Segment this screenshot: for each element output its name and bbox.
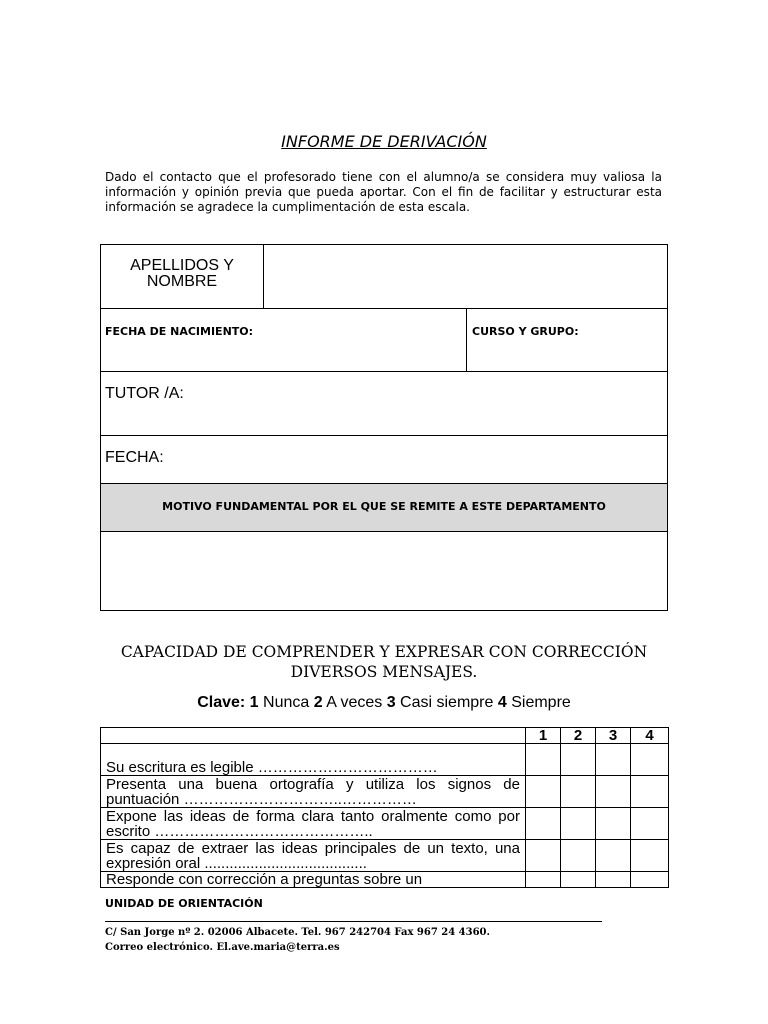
column-header-1: 1 <box>526 728 561 744</box>
apellidos-label-cell <box>100 244 264 309</box>
footer-unit: UNIDAD DE ORIENTACIÓN <box>105 897 263 910</box>
rating-cell-2[interactable] <box>561 776 596 808</box>
rating-cell-4[interactable] <box>631 872 669 888</box>
rating-cell-1[interactable] <box>526 776 561 808</box>
fecha-nacimiento-label: FECHA DE NACIMIENTO: <box>105 325 254 338</box>
table-row <box>101 872 669 888</box>
rating-cell-3[interactable] <box>596 744 631 776</box>
rating-cell-1[interactable] <box>526 872 561 888</box>
section-heading: CAPACIDAD DE COMPRENDER Y EXPRESAR CON CORRECCIÓN DIVERSOS MENSAJES. <box>120 643 648 681</box>
fecha-nacimiento-field[interactable] <box>100 308 467 372</box>
motivo-header <box>100 483 668 532</box>
rating-cell-1[interactable] <box>526 808 561 840</box>
scale-item: Su escritura es legible ……………………………… <box>101 744 526 776</box>
scale-item: Es capaz de extraer las ideas principales de un texto, una expresión oral ....................................... <box>101 840 526 872</box>
footer-address: C/ San Jorge nº 2. 02006 Albacete. Tel. 967 242704 Fax 967 24 4360. <box>105 927 490 938</box>
rating-cell-2[interactable] <box>561 872 596 888</box>
table-row <box>101 744 669 776</box>
rating-cell-3[interactable] <box>596 808 631 840</box>
rating-scale-table <box>100 727 669 888</box>
fecha-label: FECHA: <box>105 449 164 466</box>
apellidos-label: APELLIDOS Y NOMBRE <box>130 257 234 290</box>
scale-item: Expone las ideas de forma clara tanto oralmente como por escrito …………………………………….. <box>101 808 526 840</box>
table-row <box>101 808 669 840</box>
table-header-row <box>101 728 669 744</box>
table-row <box>101 840 669 872</box>
document-title: INFORME DE DERIVACIÓN <box>281 132 487 151</box>
rating-cell-4[interactable] <box>631 744 669 776</box>
rating-cell-3[interactable] <box>596 872 631 888</box>
rating-cell-1[interactable] <box>526 744 561 776</box>
intro-paragraph: Dado el contacto que el profesorado tiene con el alumno/a se considera muy valiosa la información y opinión previa que pueda aportar. Con el fin de facilitar y estructurar esta información se agradece la cumplimentación de esta escala. <box>105 170 662 214</box>
scale-key: Clave: 1 Nunca 2 A veces 3 Casi siempre 4 Siempre <box>197 694 571 711</box>
rating-cell-2[interactable] <box>561 744 596 776</box>
rating-cell-3[interactable] <box>596 840 631 872</box>
curso-grupo-label: CURSO Y GRUPO: <box>472 325 579 338</box>
column-header-2: 2 <box>561 728 596 744</box>
header-blank <box>101 728 526 744</box>
clave-label: Clave: <box>197 694 246 711</box>
rating-cell-4[interactable] <box>631 840 669 872</box>
column-header-4: 4 <box>631 728 669 744</box>
rating-cell-3[interactable] <box>596 776 631 808</box>
rating-cell-4[interactable] <box>631 808 669 840</box>
scale-item: Presenta una buena ortografía y utiliza los signos de puntuación …………………………..…………… <box>101 776 526 808</box>
curso-grupo-field[interactable] <box>466 308 668 372</box>
apellidos-field[interactable] <box>263 244 668 309</box>
rating-cell-2[interactable] <box>561 808 596 840</box>
tutor-field[interactable] <box>100 371 668 436</box>
column-header-3: 3 <box>596 728 631 744</box>
footer-address-block <box>105 925 490 955</box>
rating-cell-2[interactable] <box>561 840 596 872</box>
footer-email: Correo electrónico. El.ave.maria@terra.es <box>105 942 340 953</box>
fecha-field[interactable] <box>100 435 668 484</box>
scale-item: Responde con corrección a preguntas sobre un <box>101 872 526 888</box>
footer-divider <box>105 921 602 922</box>
tutor-label: TUTOR /A: <box>105 385 184 402</box>
motivo-field[interactable] <box>100 531 668 611</box>
rating-cell-1[interactable] <box>526 840 561 872</box>
table-row <box>101 776 669 808</box>
rating-cell-4[interactable] <box>631 776 669 808</box>
motivo-label: MOTIVO FUNDAMENTAL POR EL QUE SE REMITE A ESTE DEPARTAMENTO <box>162 500 606 513</box>
